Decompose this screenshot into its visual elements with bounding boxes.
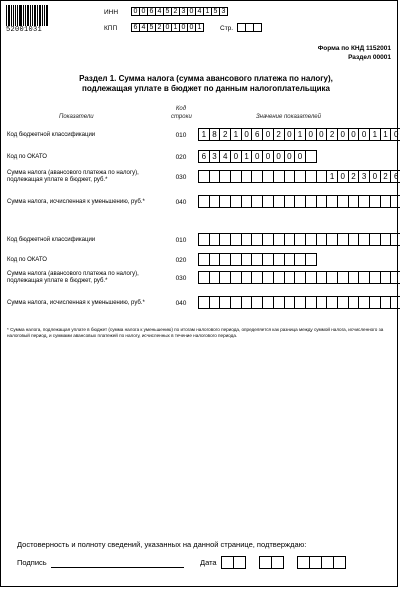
digit-cell[interactable]: 6	[251, 128, 263, 141]
digit-cell[interactable]: 0	[284, 128, 296, 141]
digit-cell[interactable]: 0	[241, 128, 253, 141]
digit-cell[interactable]: 2	[273, 128, 285, 141]
kbk-code-2: 010	[175, 237, 187, 244]
digit-cell[interactable]: 3	[179, 7, 188, 16]
tax-due-label: Сумма налога (авансового платежа по налогу), подлежащая уплате в бюджет, руб.*	[7, 170, 139, 183]
digit-cell[interactable]: 8	[209, 128, 221, 141]
kbk-label: Код бюджетной классификации	[7, 132, 96, 138]
digit-cell[interactable]: 0	[262, 150, 274, 163]
digit-cell[interactable]: 1	[171, 23, 180, 32]
digit-cell[interactable]	[305, 253, 317, 266]
digit-cell[interactable]: 0	[369, 170, 381, 183]
digit-cell[interactable]: 0	[316, 128, 328, 141]
digit-cell[interactable]	[390, 233, 400, 246]
digit-cell[interactable]: 2	[219, 128, 231, 141]
barcode	[6, 5, 49, 35]
tax-due-field[interactable]	[198, 170, 400, 183]
digit-cell[interactable]: 1	[369, 128, 381, 141]
digit-cell[interactable]	[253, 23, 262, 32]
digit-cell[interactable]: 1	[294, 128, 306, 141]
digit-cell[interactable]: 2	[348, 170, 360, 183]
tax-due-label-2: Сумма налога (авансового платежа по налогу), подлежащая уплате в бюджет, руб.*	[7, 271, 139, 284]
tax-decrease-code: 040	[175, 199, 187, 206]
digit-cell[interactable]: 1	[203, 7, 212, 16]
digit-cell[interactable]: 2	[155, 23, 164, 32]
digit-cell[interactable]: 4	[155, 7, 164, 16]
digit-cell[interactable]: 0	[348, 128, 360, 141]
digit-cell[interactable]: 0	[230, 150, 242, 163]
attestation-text: Достоверность и полноту сведений, указанных на данной странице, подтверждаю:	[17, 540, 307, 549]
date-cell[interactable]	[233, 556, 246, 569]
form-knd: Форма по КНД 1152001	[317, 45, 391, 52]
digit-cell[interactable]: 0	[337, 170, 349, 183]
column-values: Значение показателей	[256, 114, 321, 120]
digit-cell[interactable]: 3	[219, 7, 228, 16]
signature-line[interactable]	[51, 567, 184, 568]
digit-cell[interactable]: 1	[326, 170, 338, 183]
kpp-label: КПП	[104, 25, 118, 32]
section-title-line2: подлежащая уплате в бюджет по данным налогоплательщика	[82, 84, 330, 93]
tax-decrease-label-2: Сумма налога, исчисленная к уменьшению, руб.*	[7, 300, 145, 306]
digit-cell[interactable]: 0	[358, 128, 370, 141]
kbk-code: 010	[175, 132, 187, 139]
signature-label: Подпись	[17, 558, 47, 567]
section-title	[41, 74, 371, 94]
digit-cell[interactable]: 0	[305, 128, 317, 141]
digit-cell[interactable]: 1	[230, 128, 242, 141]
digit-cell[interactable]: 2	[326, 128, 338, 141]
okato-label: Код по ОКАТО	[7, 154, 47, 160]
digit-cell[interactable]	[390, 195, 400, 208]
kbk-label-2: Код бюджетной классификации	[7, 237, 96, 243]
form-id	[318, 44, 391, 62]
kpp-field[interactable]	[131, 23, 203, 32]
digit-cell[interactable]	[305, 150, 317, 163]
digit-cell[interactable]: 1	[241, 150, 253, 163]
tax-decrease-label: Сумма налога, исчисленная к уменьшению, руб.*	[7, 199, 145, 205]
digit-cell[interactable]: 0	[179, 23, 188, 32]
digit-cell[interactable]: 0	[187, 23, 196, 32]
digit-cell[interactable]: 4	[139, 23, 148, 32]
digit-cell[interactable]: 1	[195, 23, 204, 32]
digit-cell[interactable]: 0	[251, 150, 263, 163]
date-label: Дата	[200, 558, 217, 567]
okato-code-2: 020	[175, 257, 187, 264]
date-day-field[interactable]	[221, 556, 245, 569]
barcode-number: 52001031	[6, 26, 43, 34]
digit-cell[interactable]: 1	[380, 128, 392, 141]
digit-cell[interactable]: 0	[262, 128, 274, 141]
inn-field[interactable]	[131, 7, 227, 16]
date-cell[interactable]	[271, 556, 284, 569]
okato-label-2: Код по ОКАТО	[7, 257, 47, 263]
digit-cell[interactable]: 6	[390, 170, 400, 183]
barcode-bars	[6, 5, 49, 26]
digit-cell[interactable]: 5	[211, 7, 220, 16]
digit-cell[interactable]: 6	[198, 150, 210, 163]
page-number-label: Стр.	[220, 25, 234, 32]
tax-decrease-field-2[interactable]	[198, 296, 400, 309]
footnote: * Сумма налога, подлежащая уплате в бюджет (сумма налога к уменьшению) по итогам налогового периода, определяется как разница между суммой налога, исчисленного за налоговый период, и суммами авансовых платежей по налогу, исчисленных в течение налогового периода.	[7, 327, 384, 338]
digit-cell[interactable]: 2	[171, 7, 180, 16]
column-line-code: Код строки	[171, 106, 192, 120]
digit-cell[interactable]: 4	[195, 7, 204, 16]
digit-cell[interactable]	[390, 271, 400, 284]
digit-cell[interactable]	[390, 296, 400, 309]
kbk-field[interactable]	[198, 128, 400, 141]
digit-cell[interactable]: 1	[198, 128, 210, 141]
section-title-line1: Раздел 1. Сумма налога (сумма авансового платежа по налогу),	[79, 74, 333, 83]
tax-due-code-2: 030	[175, 275, 187, 282]
page-number-field[interactable]	[237, 23, 261, 32]
digit-cell[interactable]: 6	[131, 23, 140, 32]
date-cell[interactable]	[333, 556, 346, 569]
digit-cell[interactable]: 0	[131, 7, 140, 16]
digit-cell[interactable]: 5	[163, 7, 172, 16]
digit-cell[interactable]: 0	[337, 128, 349, 141]
okato-code: 020	[175, 154, 187, 161]
digit-cell[interactable]: 3	[209, 150, 221, 163]
form-section: Раздел 00001	[348, 54, 391, 61]
kbk-field-2[interactable]	[198, 233, 400, 246]
digit-cell[interactable]: 0	[187, 7, 196, 16]
tax-decrease-code-2: 040	[175, 300, 187, 307]
digit-cell[interactable]: 6	[147, 7, 156, 16]
digit-cell[interactable]: 0	[273, 150, 285, 163]
digit-cell[interactable]: 5	[147, 23, 156, 32]
column-indicators: Показатели	[59, 114, 94, 120]
digit-cell[interactable]: 3	[358, 170, 370, 183]
tax-due-code: 030	[175, 174, 187, 181]
okato-field-2[interactable]	[198, 253, 316, 266]
tax-decrease-field[interactable]	[198, 195, 400, 208]
digit-cell[interactable]: 4	[219, 150, 231, 163]
digit-cell[interactable]: 2	[380, 170, 392, 183]
digit-cell[interactable]: 0	[294, 150, 306, 163]
date-month-field[interactable]	[259, 556, 283, 569]
digit-cell[interactable]: 0	[163, 23, 172, 32]
date-year-field[interactable]	[297, 556, 345, 569]
digit-cell[interactable]: 0	[139, 7, 148, 16]
inn-label: ИНН	[104, 9, 119, 16]
tax-due-field-2[interactable]	[198, 271, 400, 284]
digit-cell[interactable]: 0	[284, 150, 296, 163]
okato-field[interactable]	[198, 150, 316, 163]
digit-cell[interactable]: 0	[390, 128, 400, 141]
